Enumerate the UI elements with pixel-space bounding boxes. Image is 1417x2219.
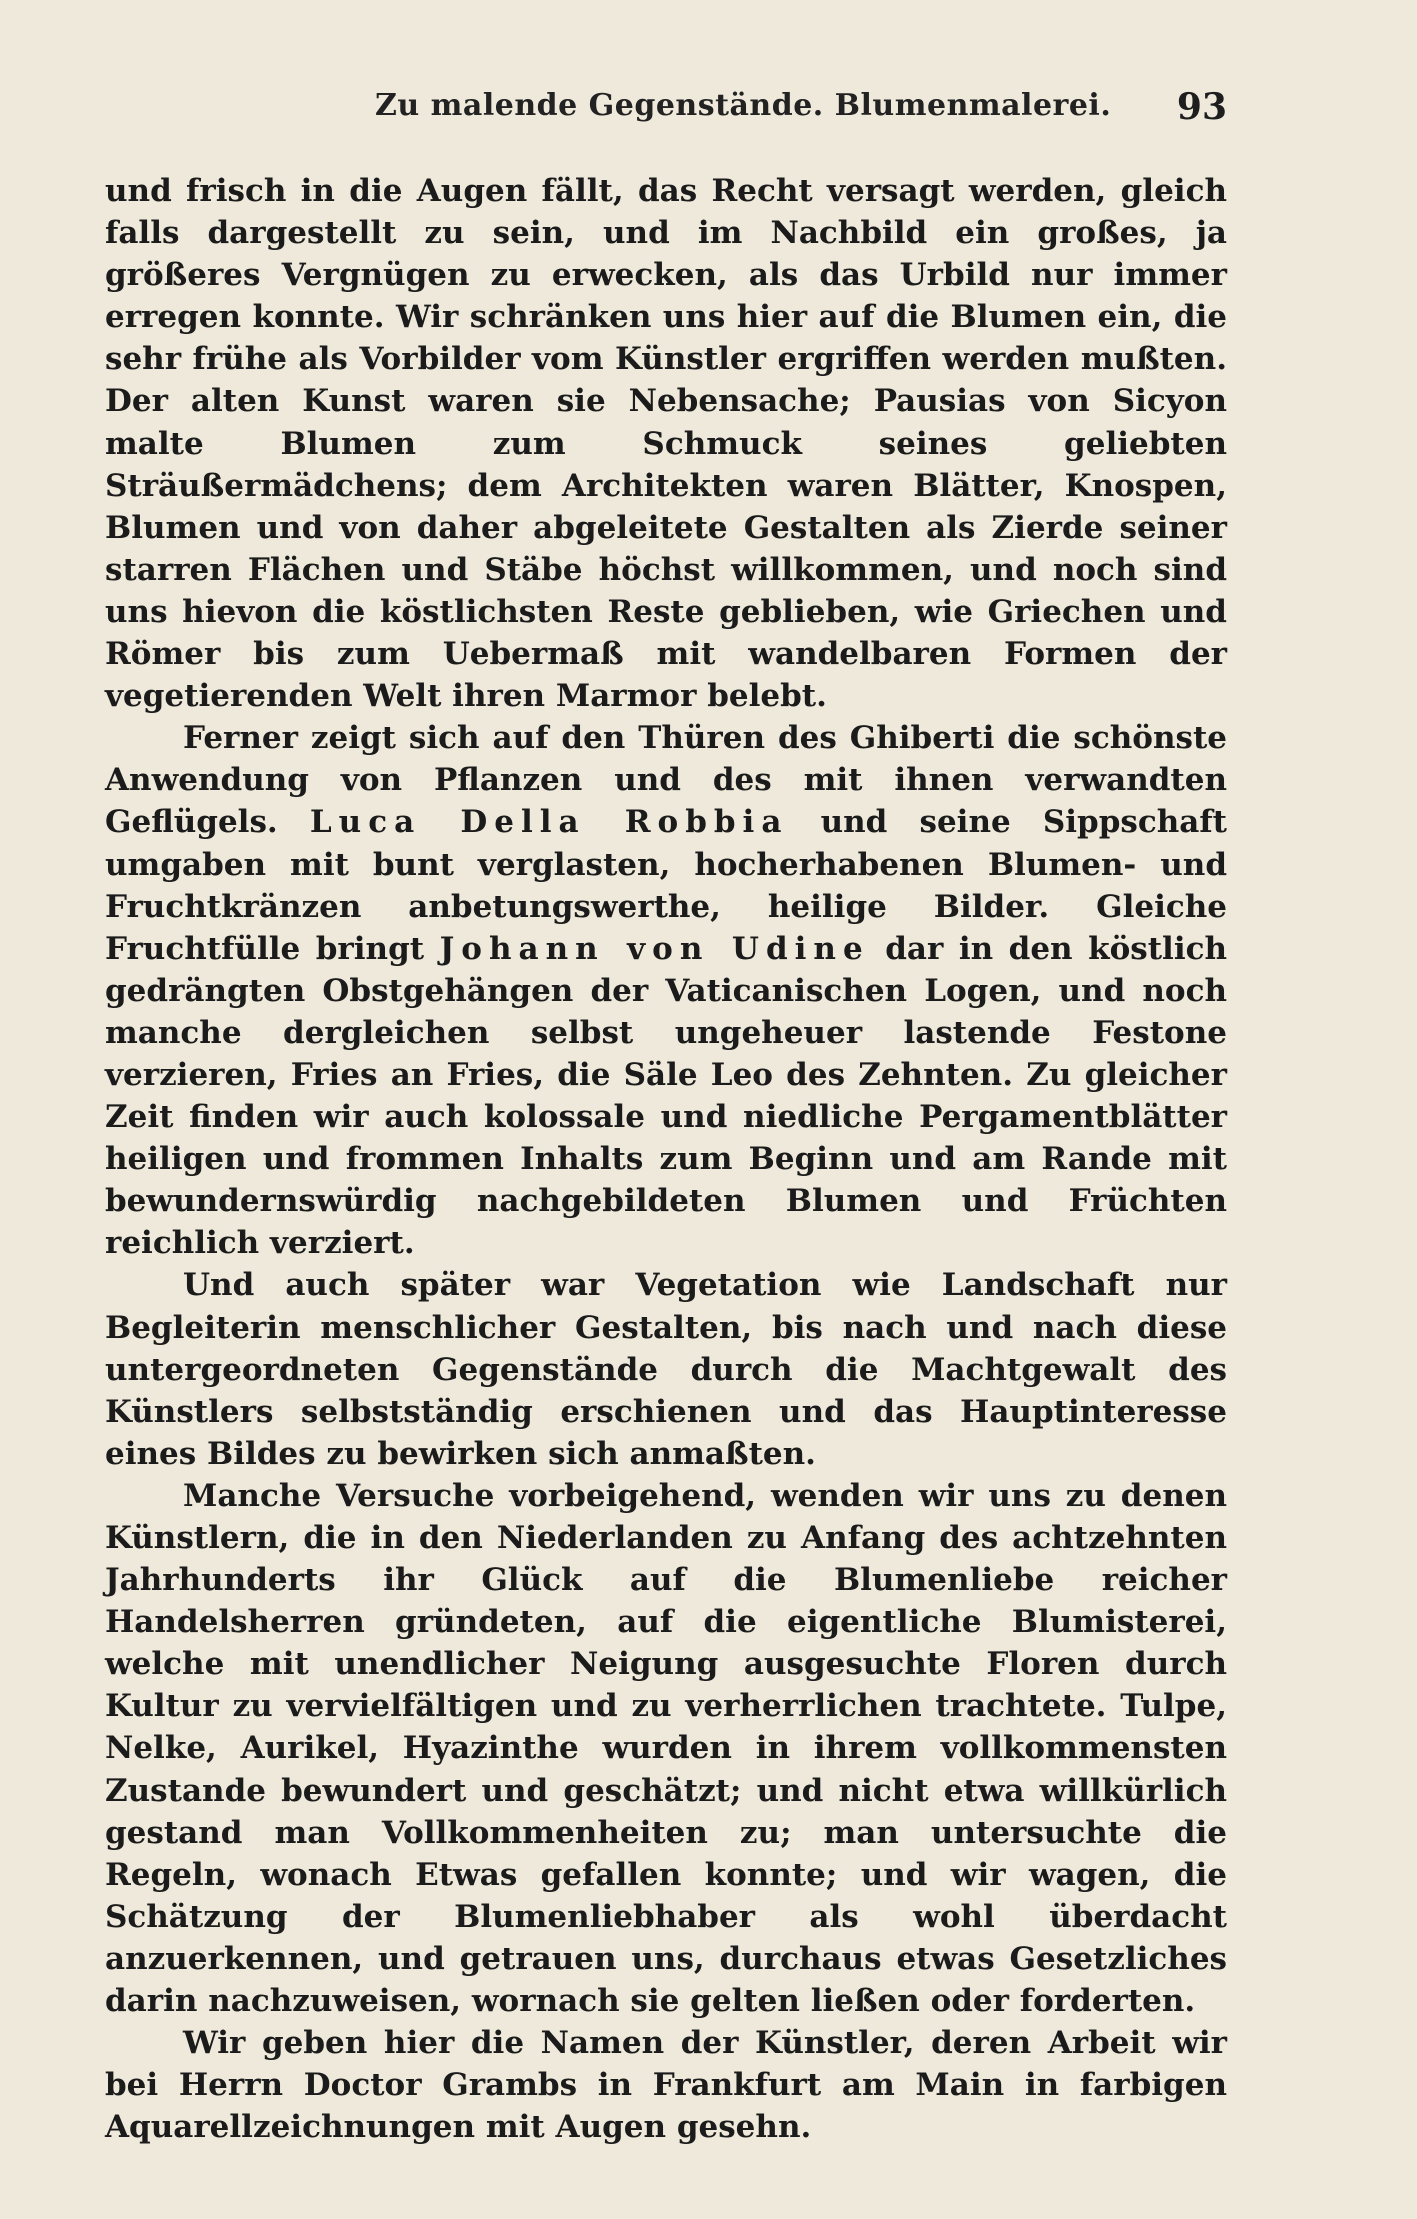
paragraph-text: Ferner zeigt sich auf den Thüren des Ghiberti die schönste Anwendung von Pflanzen und des mit ihnen verwandten Geflügels. bbox=[105, 720, 1227, 841]
paragraph-text: dar in den köstlich gedrängten Obstgehängen der Vaticanischen Logen, und noch manche dergleichen selbst ungeheuer lastende Festone verzieren, Fries an Fries, die Säle Leo des Zehnten. Zu gleicher Zeit finden wir auch kolossale und niedliche Pergamentblätter heiligen und frommen Inhalts zum Beginn und am Rande mit bewundernswürdig nachgebildeten Blumen und Früchten reichlich verziert. bbox=[105, 930, 1228, 1262]
paragraph-2 bbox=[105, 717, 1227, 1264]
spaced-name-luca-della-robbia: Luca Della Robbia bbox=[309, 804, 789, 841]
spaced-name-johann-von-udine: Johann von Udine bbox=[439, 930, 870, 967]
body-text bbox=[105, 170, 1227, 2148]
paragraph-text: Wir geben hier die Namen der Künstler, deren Arbeit wir bei Herrn Doctor Grambs in Frankfurt am Main in farbigen Aquarellzeichnungen mit Augen gesehn. bbox=[105, 2025, 1227, 2146]
paragraph-text: Und auch später war Vegetation wie Landschaft nur Begleiterin menschlicher Gestalten, bis nach und nach diese untergeordneten Gegenstände durch die Machtgewalt des Künstlers selbstständig erschienen und das Hauptinteresse eines Bildes zu bewirken sich anmaßten. bbox=[105, 1267, 1227, 1472]
paragraph-5 bbox=[105, 2022, 1227, 2148]
running-title: Zu malende Gegenstände. Blumenmalerei. bbox=[375, 88, 1112, 123]
paragraph-text: Manche Versuche vorbeigehend, wenden wir uns zu denen Künstlern, die in den Niederlanden zu Anfang des achtzehnten Jahrhunderts ihr Glück auf die Blumenliebe reicher Handelsherren gründeten, auf die eigentliche Blumisterei, welche mit unendlicher Neigung ausgesuchte Floren durch Kultur zu vervielfältigen und zu verherrlichen trachtete. Tulpe, Nelke, Aurikel, Hyazinthe wurden in ihrem vollkommensten Zustande bewundert und geschätzt; und nicht etwa willkürlich gestand man Vollkommenheiten zu; man untersuchte die Regeln, wonach Etwas gefallen konnte; und wir wagen, die Schätzung der Blumenliebhaber als wohl überdacht anzuerkennen, und getrauen uns, durchaus etwas Gesetzliches darin nachzuweisen, wornach sie gelten ließen oder forderten. bbox=[105, 1477, 1227, 2020]
page-header bbox=[105, 88, 1227, 136]
page-number: 93 bbox=[1176, 86, 1227, 128]
paragraph-1 bbox=[105, 170, 1227, 717]
paragraph-3 bbox=[105, 1264, 1227, 1474]
paragraph-4 bbox=[105, 1475, 1227, 2022]
paragraph-text: und seine Sippschaft umgaben mit bunt verglasten, hocherhabenen Blumen- und Fruchtkränzen anbetungswerthe, heilige Bilder. Gleiche Fruchtfülle bringt bbox=[105, 804, 1227, 967]
paragraph-text: und frisch in die Augen fällt, das Recht versagt werden, gleich falls dargestellt zu sein, und im Nachbild ein großes, ja größeres Vergnügen zu erwecken, als das Urbild nur immer erregen konnte. Wir schränken uns hier auf die Blumen ein, die sehr frühe als Vorbilder vom Künstler ergriffen werden mußten. Der alten Kunst waren sie Nebensache; Pausias von Sicyon malte Blumen zum Schmuck seines geliebten Sträußermädchens; dem Architekten waren Blätter, Knospen, Blumen und von daher abgeleitete Gestalten als Zierde seiner starren Flächen und Stäbe höchst willkommen, und noch sind uns hievon die köstlichsten Reste geblieben, wie Griechen und Römer bis zum Uebermaß mit wandelbaren Formen der vegetierenden Welt ihren Marmor belebt. bbox=[105, 173, 1227, 715]
